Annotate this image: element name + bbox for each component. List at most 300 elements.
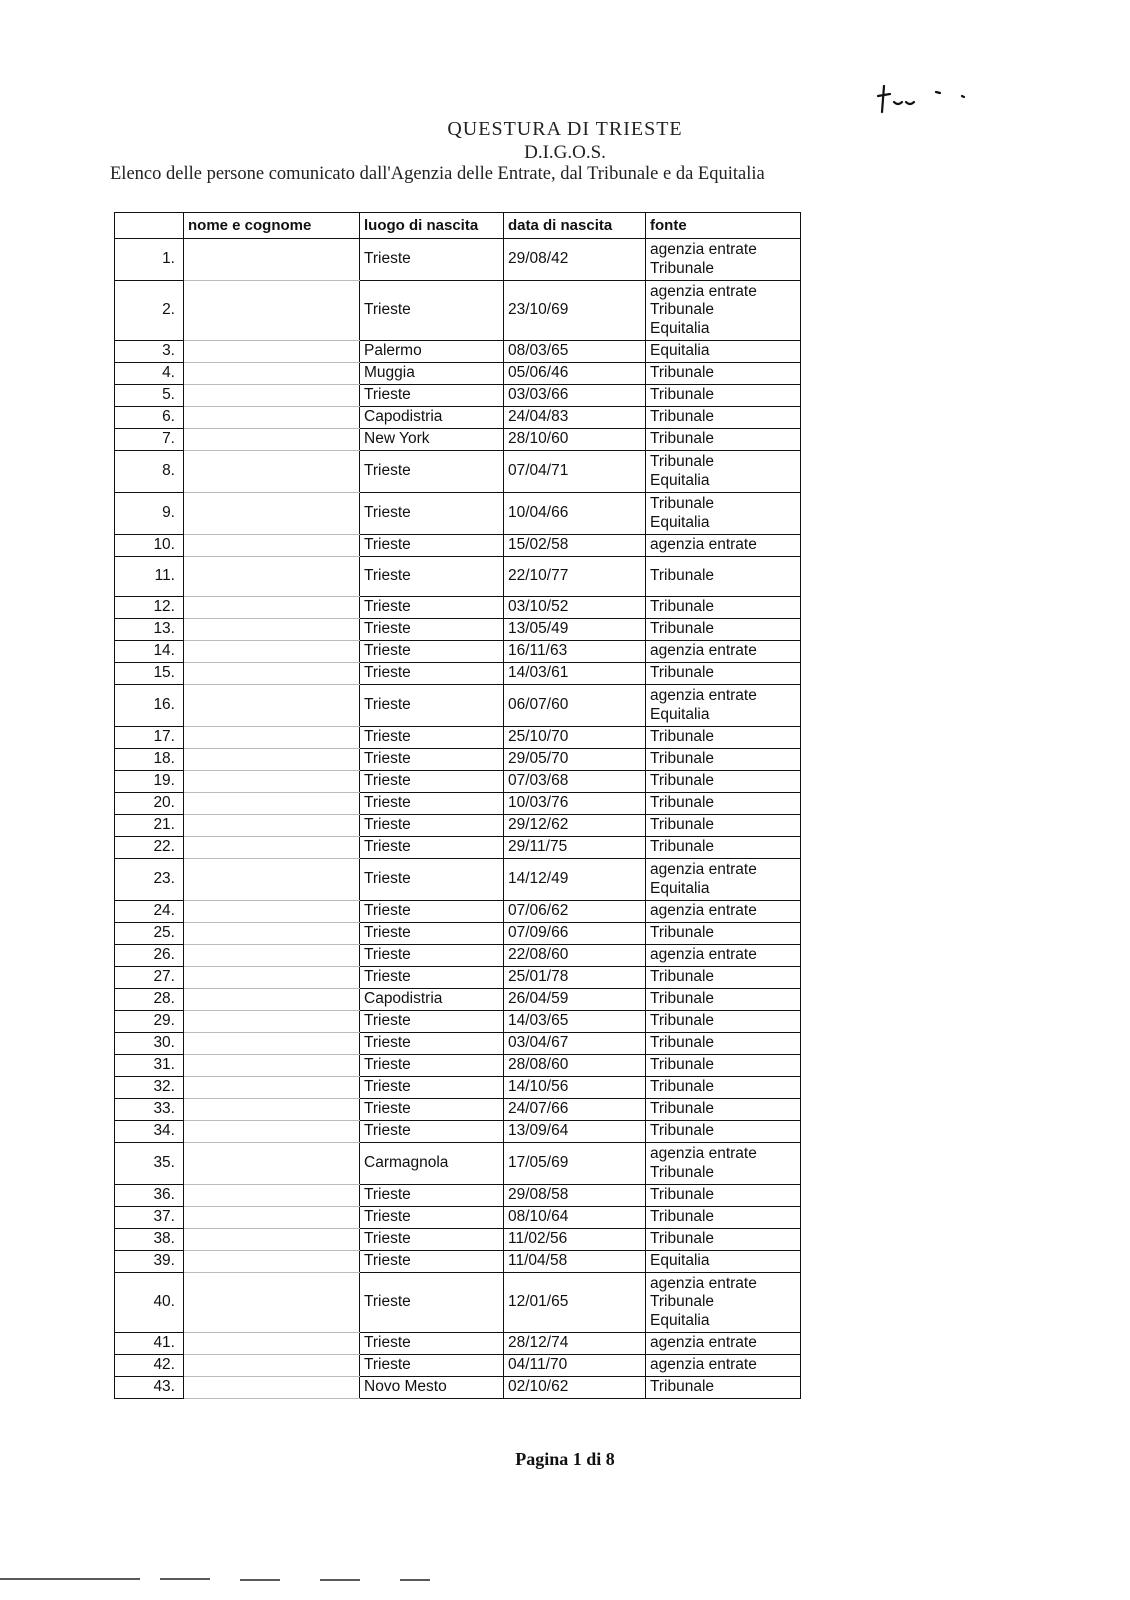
table-row (115, 239, 801, 281)
table-row (115, 1333, 801, 1355)
source-entry: Tribunale (650, 430, 715, 448)
birthdate-cell: 03/03/66 (504, 385, 646, 407)
row-number: 2. (115, 281, 184, 341)
column-header-name: nome e cognome (184, 213, 360, 239)
source-entry: Tribunale (650, 386, 715, 404)
table-row (115, 837, 801, 859)
source-entry: Equitalia (650, 1252, 710, 1270)
row-number: 27. (115, 967, 184, 989)
birthplace-cell: Trieste (360, 685, 504, 727)
birthdate-cell: 10/04/66 (504, 493, 646, 535)
table-row (115, 1355, 801, 1377)
redacted-name-cell (184, 1033, 360, 1055)
redacted-name-cell (184, 727, 360, 749)
redacted-name-cell (184, 1333, 360, 1355)
redacted-name-cell (184, 967, 360, 989)
birthplace-cell: Palermo (360, 341, 504, 363)
birthplace-cell: Trieste (360, 1355, 504, 1377)
source-entry: Equitalia (650, 705, 710, 723)
redacted-name-cell (184, 771, 360, 793)
redacted-name-cell (184, 1077, 360, 1099)
row-number: 15. (115, 663, 184, 685)
row-number: 41. (115, 1333, 184, 1355)
row-number: 10. (115, 535, 184, 557)
birthplace-cell: Carmagnola (360, 1143, 504, 1185)
birthplace-cell: Trieste (360, 281, 504, 341)
birthdate-cell: 29/11/75 (504, 837, 646, 859)
birthdate-cell: 29/12/62 (504, 815, 646, 837)
source-cell (646, 945, 801, 967)
source-cell (646, 1185, 801, 1207)
row-number: 37. (115, 1207, 184, 1229)
table-row (115, 1033, 801, 1055)
source-entry: Tribunale (650, 1056, 715, 1074)
source-cell (646, 749, 801, 771)
row-number: 8. (115, 451, 184, 493)
table-row (115, 663, 801, 685)
row-number: 19. (115, 771, 184, 793)
redacted-name-cell (184, 1121, 360, 1143)
source-entry: Tribunale (650, 620, 715, 638)
redacted-name-cell (184, 429, 360, 451)
source-entry: Equitalia (650, 319, 710, 337)
row-number: 3. (115, 341, 184, 363)
row-number: 26. (115, 945, 184, 967)
table-row (115, 901, 801, 923)
birthplace-cell: Trieste (360, 923, 504, 945)
source-entry: Tribunale (650, 1230, 715, 1248)
table-row (115, 597, 801, 619)
redacted-name-cell (184, 945, 360, 967)
table-row (115, 281, 801, 341)
redacted-name-cell (184, 859, 360, 901)
row-number: 28. (115, 989, 184, 1011)
source-cell (646, 385, 801, 407)
table-row (115, 1251, 801, 1273)
row-number: 9. (115, 493, 184, 535)
row-number: 42. (115, 1355, 184, 1377)
table-row (115, 451, 801, 493)
source-entry: Tribunale (650, 1100, 715, 1118)
row-number: 6. (115, 407, 184, 429)
source-cell (646, 341, 801, 363)
birthplace-cell: Trieste (360, 1185, 504, 1207)
birthdate-cell: 15/02/58 (504, 535, 646, 557)
source-entry: agenzia entrate (650, 536, 757, 554)
source-cell (646, 1055, 801, 1077)
table-row (115, 989, 801, 1011)
source-cell (646, 1207, 801, 1229)
table-row (115, 429, 801, 451)
source-entry: Equitalia (650, 471, 710, 489)
source-cell (646, 1011, 801, 1033)
row-number: 16. (115, 685, 184, 727)
source-entry: Equitalia (650, 879, 710, 897)
birthdate-cell: 03/10/52 (504, 597, 646, 619)
source-entry: Tribunale (650, 364, 715, 382)
source-entry: Tribunale (650, 567, 715, 585)
source-entry: agenzia entrate (650, 686, 757, 704)
redacted-name-cell (184, 363, 360, 385)
redacted-name-cell (184, 749, 360, 771)
source-entry: Tribunale (650, 1122, 715, 1140)
redacted-name-cell (184, 451, 360, 493)
redacted-name-cell (184, 1185, 360, 1207)
source-entry: Tribunale (650, 1078, 715, 1096)
scan-artifact-line (0, 1575, 1130, 1585)
birthdate-cell: 29/08/42 (504, 239, 646, 281)
birthplace-cell: Trieste (360, 1251, 504, 1273)
table-row (115, 557, 801, 597)
birthdate-cell: 13/09/64 (504, 1121, 646, 1143)
row-number: 31. (115, 1055, 184, 1077)
table-row (115, 1055, 801, 1077)
table-row (115, 1121, 801, 1143)
birthplace-cell: Trieste (360, 385, 504, 407)
row-number: 25. (115, 923, 184, 945)
birthdate-cell: 25/10/70 (504, 727, 646, 749)
birthplace-cell: Capodistria (360, 989, 504, 1011)
source-entry: Tribunale (650, 1163, 715, 1181)
source-entry: agenzia entrate (650, 1274, 757, 1292)
source-cell (646, 1077, 801, 1099)
birthplace-cell: Trieste (360, 239, 504, 281)
redacted-name-cell (184, 641, 360, 663)
birthdate-cell: 08/10/64 (504, 1207, 646, 1229)
redacted-name-cell (184, 1011, 360, 1033)
birthplace-cell: Trieste (360, 945, 504, 967)
birthplace-cell: Trieste (360, 597, 504, 619)
source-entry: Tribunale (650, 816, 715, 834)
redacted-name-cell (184, 619, 360, 641)
table-row (115, 493, 801, 535)
birthplace-cell: Trieste (360, 1099, 504, 1121)
birthdate-cell: 13/05/49 (504, 619, 646, 641)
table-row (115, 1377, 801, 1399)
birthplace-cell: Trieste (360, 1011, 504, 1033)
source-entry: Tribunale (650, 494, 715, 512)
birthdate-cell: 24/04/83 (504, 407, 646, 429)
birthplace-cell: Trieste (360, 1077, 504, 1099)
table-row (115, 1229, 801, 1251)
source-cell (646, 451, 801, 493)
redacted-name-cell (184, 1055, 360, 1077)
birthdate-cell: 04/11/70 (504, 1355, 646, 1377)
column-header-birthdate: data di nascita (504, 213, 646, 239)
source-cell (646, 1355, 801, 1377)
column-header-birthplace: luogo di nascita (360, 213, 504, 239)
source-cell (646, 535, 801, 557)
row-number: 34. (115, 1121, 184, 1143)
table-row (115, 1011, 801, 1033)
source-cell (646, 901, 801, 923)
page-title: QUESTURA DI TRIESTE (447, 118, 683, 140)
redacted-name-cell (184, 557, 360, 597)
source-cell (646, 1273, 801, 1333)
birthplace-cell: Trieste (360, 793, 504, 815)
row-number: 29. (115, 1011, 184, 1033)
birthplace-cell: Capodistria (360, 407, 504, 429)
redacted-name-cell (184, 901, 360, 923)
birthplace-cell: Trieste (360, 619, 504, 641)
source-entry: agenzia entrate (650, 642, 757, 660)
page-subtitle: D.I.G.O.S. (524, 142, 606, 163)
birthdate-cell: 28/10/60 (504, 429, 646, 451)
source-entry: Tribunale (650, 990, 715, 1008)
row-number: 13. (115, 619, 184, 641)
birthdate-cell: 28/12/74 (504, 1333, 646, 1355)
birthplace-cell: Trieste (360, 901, 504, 923)
row-number: 5. (115, 385, 184, 407)
row-number: 32. (115, 1077, 184, 1099)
table-row (115, 1207, 801, 1229)
source-entry: Tribunale (650, 794, 715, 812)
birthplace-cell: Trieste (360, 493, 504, 535)
redacted-name-cell (184, 597, 360, 619)
source-cell (646, 619, 801, 641)
source-entry: agenzia entrate (650, 860, 757, 878)
birthplace-cell: Trieste (360, 1207, 504, 1229)
table-row (115, 363, 801, 385)
row-number: 30. (115, 1033, 184, 1055)
source-entry: Tribunale (650, 968, 715, 986)
birthdate-cell: 22/08/60 (504, 945, 646, 967)
table-row (115, 1143, 801, 1185)
source-entry: agenzia entrate (650, 902, 757, 920)
source-entry: Tribunale (650, 664, 715, 682)
table-row (115, 859, 801, 901)
redacted-name-cell (184, 923, 360, 945)
birthdate-cell: 28/08/60 (504, 1055, 646, 1077)
birthdate-cell: 03/04/67 (504, 1033, 646, 1055)
source-entry: agenzia entrate (650, 282, 757, 300)
source-cell (646, 967, 801, 989)
redacted-name-cell (184, 281, 360, 341)
birthdate-cell: 08/03/65 (504, 341, 646, 363)
redacted-name-cell (184, 385, 360, 407)
birthdate-cell: 11/04/58 (504, 1251, 646, 1273)
birthdate-cell: 12/01/65 (504, 1273, 646, 1333)
table-row (115, 619, 801, 641)
table-row (115, 385, 801, 407)
row-number: 11. (115, 557, 184, 597)
row-number: 39. (115, 1251, 184, 1273)
source-entry: Tribunale (650, 750, 715, 768)
row-number: 35. (115, 1143, 184, 1185)
column-header-source: fonte (646, 213, 801, 239)
source-cell (646, 1377, 801, 1399)
row-number: 24. (115, 901, 184, 923)
birthplace-cell: Trieste (360, 1333, 504, 1355)
table-row (115, 1273, 801, 1333)
table-row (115, 815, 801, 837)
birthdate-cell: 07/06/62 (504, 901, 646, 923)
source-cell (646, 859, 801, 901)
source-entry: Tribunale (650, 1034, 715, 1052)
redacted-name-cell (184, 239, 360, 281)
source-entry: agenzia entrate (650, 1356, 757, 1374)
birthdate-cell: 05/06/46 (504, 363, 646, 385)
birthplace-cell: Trieste (360, 859, 504, 901)
row-number: 1. (115, 239, 184, 281)
birthdate-cell: 14/03/65 (504, 1011, 646, 1033)
table-row (115, 685, 801, 727)
source-entry: Tribunale (650, 1208, 715, 1226)
birthplace-cell: Trieste (360, 727, 504, 749)
source-entry: Tribunale (650, 598, 715, 616)
birthdate-cell: 14/03/61 (504, 663, 646, 685)
source-cell (646, 685, 801, 727)
source-entry: Tribunale (650, 301, 715, 319)
birthplace-cell: Trieste (360, 967, 504, 989)
table-row (115, 1077, 801, 1099)
birthdate-cell: 14/12/49 (504, 859, 646, 901)
birthplace-cell: Trieste (360, 771, 504, 793)
source-cell (646, 281, 801, 341)
source-entry: Equitalia (650, 342, 710, 360)
row-number: 38. (115, 1229, 184, 1251)
redacted-name-cell (184, 1355, 360, 1377)
birthdate-cell: 06/07/60 (504, 685, 646, 727)
birthdate-cell: 07/09/66 (504, 923, 646, 945)
source-entry: agenzia entrate (650, 1334, 757, 1352)
source-entry: Tribunale (650, 452, 715, 470)
redacted-name-cell (184, 1207, 360, 1229)
table-row (115, 923, 801, 945)
source-entry: Equitalia (650, 513, 710, 531)
birthdate-cell: 23/10/69 (504, 281, 646, 341)
table-row (115, 749, 801, 771)
source-cell (646, 1099, 801, 1121)
redacted-name-cell (184, 1143, 360, 1185)
source-cell (646, 239, 801, 281)
row-number: 17. (115, 727, 184, 749)
redacted-name-cell (184, 1273, 360, 1333)
redacted-name-cell (184, 493, 360, 535)
redacted-name-cell (184, 1377, 360, 1399)
source-cell (646, 1251, 801, 1273)
birthplace-cell: Trieste (360, 663, 504, 685)
redacted-name-cell (184, 793, 360, 815)
birthdate-cell: 26/04/59 (504, 989, 646, 1011)
birthplace-cell: Trieste (360, 1055, 504, 1077)
source-cell (646, 989, 801, 1011)
birthdate-cell: 02/10/62 (504, 1377, 646, 1399)
source-cell (646, 1229, 801, 1251)
redacted-name-cell (184, 989, 360, 1011)
source-cell (646, 1033, 801, 1055)
source-entry: Tribunale (650, 408, 715, 426)
persons-table (114, 212, 801, 1399)
table-row (115, 341, 801, 363)
redacted-name-cell (184, 535, 360, 557)
birthdate-cell: 07/03/68 (504, 771, 646, 793)
page-description: Elenco delle persone comunicato dall'Agenzia delle Entrate, dal Tribunale e da Equitalia (110, 164, 765, 184)
source-cell (646, 815, 801, 837)
table-row (115, 727, 801, 749)
birthplace-cell: Trieste (360, 641, 504, 663)
birthdate-cell: 16/11/63 (504, 641, 646, 663)
birthplace-cell: Muggia (360, 363, 504, 385)
birthdate-cell: 07/04/71 (504, 451, 646, 493)
page-number: Pagina 1 di 8 (515, 1449, 615, 1469)
redacted-name-cell (184, 407, 360, 429)
birthplace-cell: Trieste (360, 451, 504, 493)
source-cell (646, 1143, 801, 1185)
source-cell (646, 429, 801, 451)
source-cell (646, 597, 801, 619)
source-cell (646, 363, 801, 385)
table-row (115, 1185, 801, 1207)
table-row (115, 407, 801, 429)
birthdate-cell: 24/07/66 (504, 1099, 646, 1121)
row-number: 20. (115, 793, 184, 815)
redacted-name-cell (184, 1099, 360, 1121)
source-cell (646, 837, 801, 859)
source-entry: Tribunale (650, 838, 715, 856)
birthdate-cell: 11/02/56 (504, 1229, 646, 1251)
row-number: 40. (115, 1273, 184, 1333)
table-row (115, 1099, 801, 1121)
birthplace-cell: Trieste (360, 1229, 504, 1251)
row-number: 18. (115, 749, 184, 771)
source-entry: Tribunale (650, 924, 715, 942)
source-cell (646, 923, 801, 945)
redacted-name-cell (184, 837, 360, 859)
source-cell (646, 1121, 801, 1143)
redacted-name-cell (184, 341, 360, 363)
birthplace-cell: Trieste (360, 535, 504, 557)
source-entry: Tribunale (650, 259, 715, 277)
birthdate-cell: 17/05/69 (504, 1143, 646, 1185)
redacted-name-cell (184, 1251, 360, 1273)
birthplace-cell: Trieste (360, 749, 504, 771)
source-entry: Tribunale (650, 1378, 715, 1396)
row-number: 36. (115, 1185, 184, 1207)
source-entry: agenzia entrate (650, 240, 757, 258)
birthdate-cell: 22/10/77 (504, 557, 646, 597)
source-cell (646, 407, 801, 429)
source-entry: Tribunale (650, 772, 715, 790)
redacted-name-cell (184, 663, 360, 685)
source-cell (646, 771, 801, 793)
source-cell (646, 793, 801, 815)
row-number: 22. (115, 837, 184, 859)
row-number: 7. (115, 429, 184, 451)
source-cell (646, 1333, 801, 1355)
birthplace-cell: Trieste (360, 1273, 504, 1333)
redacted-name-cell (184, 815, 360, 837)
row-number: 21. (115, 815, 184, 837)
row-number: 33. (115, 1099, 184, 1121)
table-header-row (115, 213, 801, 239)
source-entry: Tribunale (650, 728, 715, 746)
source-entry: Equitalia (650, 1311, 710, 1329)
handwritten-mark (876, 78, 986, 118)
birthplace-cell: New York (360, 429, 504, 451)
source-cell (646, 727, 801, 749)
column-header-number (115, 213, 184, 239)
table-row (115, 641, 801, 663)
row-number: 43. (115, 1377, 184, 1399)
source-entry: Tribunale (650, 1293, 715, 1311)
birthplace-cell: Trieste (360, 837, 504, 859)
birthdate-cell: 25/01/78 (504, 967, 646, 989)
row-number: 14. (115, 641, 184, 663)
source-entry: Tribunale (650, 1186, 715, 1204)
source-entry: Tribunale (650, 1012, 715, 1030)
source-cell (646, 557, 801, 597)
